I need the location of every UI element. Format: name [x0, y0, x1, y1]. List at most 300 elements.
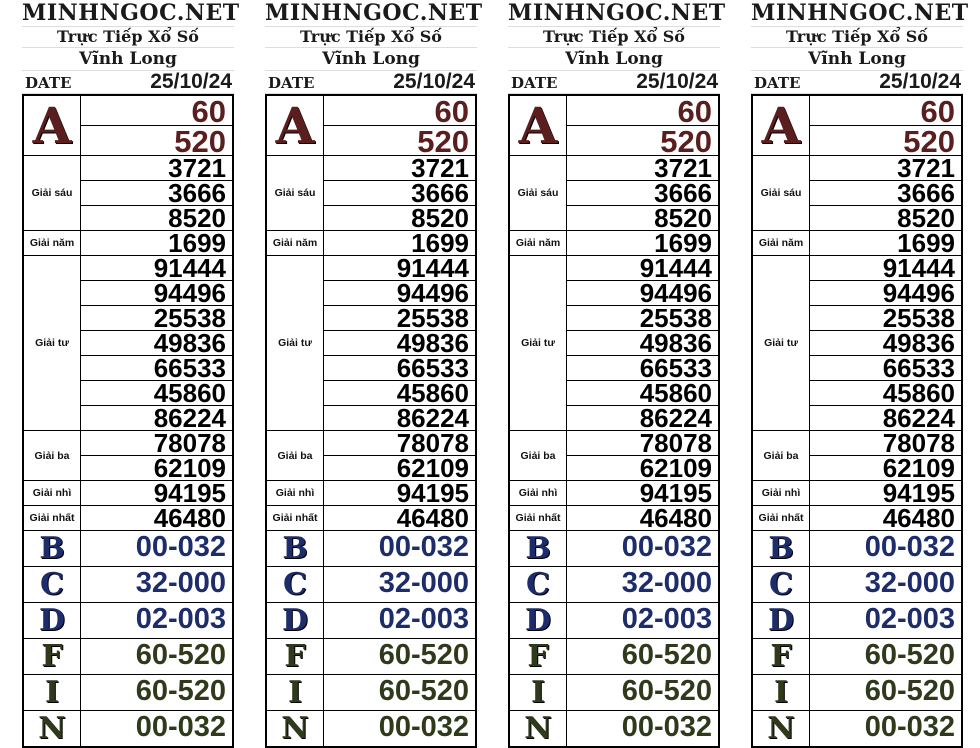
prize-values	[324, 428, 475, 483]
pair-number: 60-520	[864, 639, 955, 671]
pair-value-cell	[810, 675, 961, 710]
date-label: DATE	[268, 74, 315, 92]
pair-value-cell	[567, 711, 718, 746]
prize-number: 94496	[810, 281, 961, 306]
prize-label: Giải sáu	[753, 156, 810, 230]
date-label: DATE	[754, 74, 801, 92]
ticket-subtitle: Trực Tiếp Xổ Số	[265, 26, 477, 47]
prize-number: 62109	[639, 453, 712, 483]
prize-values	[81, 428, 232, 483]
prize-group-row	[510, 253, 718, 433]
lottery-ticket	[508, 0, 726, 746]
prize-number: 3721	[81, 156, 232, 181]
prize-values	[567, 253, 718, 433]
prize-number: 45860	[810, 381, 961, 406]
pair-row	[24, 603, 232, 639]
pair-row	[24, 639, 232, 675]
prize-values	[810, 253, 961, 433]
prize-a-row	[510, 94, 718, 159]
pair-number: 32-000	[621, 567, 712, 599]
pair-letter-cell	[267, 567, 324, 602]
pair-row	[267, 639, 475, 675]
pair-number: 02-003	[378, 603, 469, 635]
prize-number: 25538	[81, 306, 232, 331]
pair-letter-icon: F	[41, 639, 63, 674]
prize-label: Giải sáu	[24, 156, 81, 230]
pair-row	[510, 711, 718, 746]
prize-values	[810, 428, 961, 483]
prize-number: 8520	[897, 203, 955, 233]
prize-a-number: 60	[567, 96, 718, 126]
pair-letter-icon: D	[38, 603, 65, 638]
pair-letter-icon: B	[282, 531, 308, 566]
pair-letter-cell	[753, 531, 810, 566]
prize-number: 25538	[324, 306, 475, 331]
prize-number: 94496	[81, 281, 232, 306]
prize-group-row	[510, 428, 718, 483]
prize-number: 8520	[654, 203, 712, 233]
prize-label: Giải nhất	[267, 506, 324, 530]
prize-group-row	[24, 153, 232, 233]
prize-values	[324, 503, 475, 533]
letter-a-icon: A	[518, 96, 558, 155]
pair-value-cell	[810, 603, 961, 638]
prize-label: Giải nhì	[24, 481, 81, 505]
pair-number: 60-520	[378, 675, 469, 707]
prize-values	[567, 503, 718, 533]
pair-value-cell	[810, 531, 961, 566]
prize-a-row	[753, 94, 961, 159]
prize-a-letter	[267, 96, 324, 155]
prize-label: Giải tư	[24, 256, 81, 430]
pair-letter-cell	[24, 711, 81, 746]
ticket-header	[22, 0, 240, 94]
prize-number: 1699	[411, 228, 469, 258]
pair-letter-cell	[267, 639, 324, 674]
prize-number: 86224	[639, 403, 712, 433]
pair-letter-cell	[267, 531, 324, 566]
prize-number: 91444	[81, 256, 232, 281]
prize-number: 66533	[81, 356, 232, 381]
prize-a-letter	[24, 96, 81, 155]
lottery-ticket	[751, 0, 969, 746]
prize-group-row	[753, 153, 961, 233]
prize-group-row	[267, 428, 475, 483]
prize-number: 46480	[396, 503, 469, 533]
pair-letter-cell	[267, 711, 324, 746]
prize-group-row	[753, 503, 961, 533]
prize-label: Giải tư	[267, 256, 324, 430]
prize-label: Giải năm	[510, 231, 567, 255]
pair-letter-icon: C	[283, 567, 307, 602]
prize-label: Giải nhì	[753, 481, 810, 505]
pair-row	[753, 675, 961, 711]
prize-values	[810, 503, 961, 533]
prize-a-number: 60	[81, 96, 232, 126]
pair-value-cell	[324, 531, 475, 566]
prize-label: Giải nhất	[510, 506, 567, 530]
prize-values	[567, 478, 718, 508]
prize-number: 8520	[168, 203, 226, 233]
prize-number: 91444	[810, 256, 961, 281]
pair-value-cell	[81, 711, 232, 746]
prize-a-number: 60	[324, 96, 475, 126]
prize-number: 25538	[810, 306, 961, 331]
letter-a-icon: A	[275, 96, 315, 155]
pair-letter-cell	[753, 639, 810, 674]
prize-label: Giải nhì	[510, 481, 567, 505]
pair-value-cell	[324, 711, 475, 746]
prize-number: 94195	[639, 478, 712, 508]
prize-number: 78078	[81, 431, 232, 456]
prize-values	[810, 228, 961, 258]
prize-number: 94195	[396, 478, 469, 508]
pair-letter-icon: I	[530, 675, 546, 710]
pair-number: 00-032	[864, 711, 955, 743]
pair-number: 60-520	[135, 639, 226, 671]
date-value: 25/10/24	[393, 70, 475, 93]
prize-a-letter	[753, 96, 810, 155]
pair-row	[753, 531, 961, 567]
pair-value-cell	[567, 603, 718, 638]
pair-letter-cell	[510, 675, 567, 710]
prize-number: 3721	[324, 156, 475, 181]
prize-number: 94496	[324, 281, 475, 306]
prize-number: 1699	[168, 228, 226, 258]
prize-values	[567, 428, 718, 483]
prize-values	[567, 228, 718, 258]
pair-letter-icon: D	[524, 603, 551, 638]
prize-label: Giải ba	[267, 431, 324, 480]
pair-number: 02-003	[864, 603, 955, 635]
prize-values	[81, 153, 232, 233]
site-name: MINHNGOC.NET	[22, 0, 240, 26]
pair-letter-cell	[510, 603, 567, 638]
prize-number: 3666	[81, 181, 232, 206]
prize-a-values	[324, 94, 475, 159]
pair-row	[24, 675, 232, 711]
pair-row	[267, 531, 475, 567]
pair-number: 32-000	[864, 567, 955, 599]
prize-number: 49836	[324, 331, 475, 356]
prize-a-number: 60	[810, 96, 961, 126]
prize-number: 62109	[153, 453, 226, 483]
pair-letter-icon: N	[38, 711, 66, 746]
pair-letter-cell	[510, 639, 567, 674]
prize-values	[810, 478, 961, 508]
pair-value-cell	[810, 567, 961, 602]
prize-number: 91444	[324, 256, 475, 281]
prize-number: 66533	[810, 356, 961, 381]
pair-number: 00-032	[621, 531, 712, 563]
pair-value-cell	[567, 531, 718, 566]
prize-number: 86224	[396, 403, 469, 433]
prize-a-number: 520	[903, 124, 955, 159]
pair-row	[753, 711, 961, 746]
ticket-subtitle: Trực Tiếp Xổ Số	[22, 26, 234, 47]
prize-number: 49836	[81, 331, 232, 356]
prize-a-row	[24, 94, 232, 159]
pair-row	[267, 603, 475, 639]
pair-value-cell	[810, 639, 961, 674]
pair-number: 00-032	[864, 531, 955, 563]
pair-letter-cell	[753, 603, 810, 638]
pair-letter-icon: F	[284, 639, 306, 674]
pair-value-cell	[81, 567, 232, 602]
pair-row	[510, 567, 718, 603]
results-grid	[265, 94, 477, 748]
prize-number: 1699	[654, 228, 712, 258]
prize-group-row	[510, 503, 718, 533]
results-grid	[22, 94, 234, 748]
pair-letter-cell	[753, 567, 810, 602]
prize-a-number: 520	[417, 124, 469, 159]
prize-number: 46480	[639, 503, 712, 533]
prize-number: 1699	[897, 228, 955, 258]
pair-letter-icon: B	[768, 531, 794, 566]
prize-values	[324, 478, 475, 508]
pair-letter-cell	[510, 711, 567, 746]
pair-value-cell	[324, 639, 475, 674]
prize-number: 94496	[567, 281, 718, 306]
prize-group-row	[267, 253, 475, 433]
pair-number: 00-032	[621, 711, 712, 743]
prize-label: Giải năm	[267, 231, 324, 255]
prize-a-values	[567, 94, 718, 159]
pair-value-cell	[324, 567, 475, 602]
prize-number: 3721	[567, 156, 718, 181]
ticket-header	[508, 0, 726, 94]
pair-row	[510, 603, 718, 639]
ticket-subtitle: Trực Tiếp Xổ Số	[751, 26, 963, 47]
pair-letter-icon: N	[281, 711, 309, 746]
prize-number: 94195	[882, 478, 955, 508]
pair-row	[753, 639, 961, 675]
pair-value-cell	[81, 675, 232, 710]
date-row	[265, 70, 477, 93]
pair-row	[753, 567, 961, 603]
prize-number: 3666	[567, 181, 718, 206]
prize-number: 78078	[324, 431, 475, 456]
pair-letter-icon: B	[39, 531, 65, 566]
prize-number: 46480	[153, 503, 226, 533]
ticket-header	[751, 0, 969, 94]
pair-row	[267, 675, 475, 711]
prize-number: 46480	[882, 503, 955, 533]
province-name: Vĩnh Long	[508, 47, 720, 70]
pair-letter-icon: I	[44, 675, 60, 710]
prize-number: 8520	[411, 203, 469, 233]
prize-label: Giải tư	[753, 256, 810, 430]
prize-label: Giải sáu	[267, 156, 324, 230]
pair-letter-cell	[24, 603, 81, 638]
pair-number: 02-003	[135, 603, 226, 635]
province-name: Vĩnh Long	[22, 47, 234, 70]
pair-letter-icon: N	[767, 711, 795, 746]
prize-number: 45860	[324, 381, 475, 406]
date-value: 25/10/24	[879, 70, 961, 93]
prize-label: Giải sáu	[510, 156, 567, 230]
date-row	[508, 70, 720, 93]
prize-label: Giải ba	[753, 431, 810, 480]
pair-row	[510, 531, 718, 567]
letter-a-icon: A	[32, 96, 72, 155]
date-value: 25/10/24	[150, 70, 232, 93]
prize-group-row	[24, 503, 232, 533]
prize-number: 3666	[810, 181, 961, 206]
prize-number: 25538	[567, 306, 718, 331]
prize-values	[324, 228, 475, 258]
prize-label: Giải năm	[753, 231, 810, 255]
prize-number: 94195	[153, 478, 226, 508]
prize-label: Giải nhì	[267, 481, 324, 505]
pair-letter-cell	[510, 531, 567, 566]
prize-a-letter	[510, 96, 567, 155]
prize-values	[324, 253, 475, 433]
prize-number: 66533	[324, 356, 475, 381]
prize-label: Giải năm	[24, 231, 81, 255]
prize-values	[567, 153, 718, 233]
prize-values	[81, 478, 232, 508]
prize-group-row	[753, 428, 961, 483]
prize-group-row	[267, 153, 475, 233]
pair-letter-icon: N	[524, 711, 552, 746]
pair-letter-cell	[24, 531, 81, 566]
date-row	[22, 70, 234, 93]
prize-number: 3666	[324, 181, 475, 206]
prize-number: 62109	[882, 453, 955, 483]
province-name: Vĩnh Long	[751, 47, 963, 70]
pair-value-cell	[324, 603, 475, 638]
pair-value-cell	[324, 675, 475, 710]
prize-values	[81, 253, 232, 433]
pair-letter-icon: C	[40, 567, 64, 602]
pair-number: 00-032	[378, 711, 469, 743]
prize-group-row	[753, 253, 961, 433]
pair-value-cell	[810, 711, 961, 746]
prize-number: 86224	[153, 403, 226, 433]
prize-number: 62109	[396, 453, 469, 483]
pair-value-cell	[81, 531, 232, 566]
pair-number: 02-003	[621, 603, 712, 635]
pair-number: 00-032	[378, 531, 469, 563]
prize-number: 78078	[567, 431, 718, 456]
prize-values	[81, 228, 232, 258]
pair-letter-icon: I	[287, 675, 303, 710]
pair-number: 60-520	[864, 675, 955, 707]
prize-values	[81, 503, 232, 533]
pair-row	[753, 603, 961, 639]
province-name: Vĩnh Long	[265, 47, 477, 70]
prize-a-row	[267, 94, 475, 159]
site-name: MINHNGOC.NET	[508, 0, 726, 26]
pair-letter-cell	[267, 675, 324, 710]
pair-value-cell	[567, 639, 718, 674]
pair-letter-cell	[753, 675, 810, 710]
prize-label: Giải nhất	[24, 506, 81, 530]
pair-value-cell	[81, 603, 232, 638]
pair-number: 60-520	[621, 639, 712, 671]
pair-letter-cell	[24, 675, 81, 710]
prize-group-row	[267, 503, 475, 533]
results-grid	[751, 94, 963, 748]
prize-a-values	[81, 94, 232, 159]
prize-a-values	[810, 94, 961, 159]
prize-number: 91444	[567, 256, 718, 281]
site-name: MINHNGOC.NET	[265, 0, 483, 26]
pair-letter-icon: C	[526, 567, 550, 602]
ticket-header	[265, 0, 483, 94]
prize-values	[810, 153, 961, 233]
pair-value-cell	[81, 639, 232, 674]
pair-number: 00-032	[135, 711, 226, 743]
pair-number: 32-000	[135, 567, 226, 599]
pair-value-cell	[567, 675, 718, 710]
pair-letter-icon: D	[767, 603, 794, 638]
pair-number: 00-032	[135, 531, 226, 563]
pair-letter-cell	[24, 639, 81, 674]
prize-number: 45860	[81, 381, 232, 406]
pair-number: 32-000	[378, 567, 469, 599]
ticket-subtitle: Trực Tiếp Xổ Số	[508, 26, 720, 47]
prize-group-row	[24, 428, 232, 483]
pair-letter-icon: F	[770, 639, 792, 674]
pair-number: 60-520	[135, 675, 226, 707]
prize-number: 66533	[567, 356, 718, 381]
prize-label: Giải ba	[24, 431, 81, 480]
pair-letter-cell	[24, 567, 81, 602]
pair-letter-icon: F	[527, 639, 549, 674]
prize-number: 49836	[810, 331, 961, 356]
prize-label: Giải nhất	[753, 506, 810, 530]
prize-group-row	[510, 153, 718, 233]
prize-a-number: 520	[174, 124, 226, 159]
prize-values	[324, 153, 475, 233]
date-label: DATE	[511, 74, 558, 92]
pair-row	[510, 675, 718, 711]
prize-number: 78078	[810, 431, 961, 456]
pair-row	[510, 639, 718, 675]
date-value: 25/10/24	[636, 70, 718, 93]
pair-letter-icon: C	[769, 567, 793, 602]
pair-letter-cell	[510, 567, 567, 602]
pair-row	[24, 567, 232, 603]
letter-a-icon: A	[761, 96, 801, 155]
results-grid	[508, 94, 720, 748]
pair-row	[267, 711, 475, 746]
prize-number: 3721	[810, 156, 961, 181]
pair-letter-icon: B	[525, 531, 551, 566]
pair-letter-icon: D	[281, 603, 308, 638]
pair-number: 60-520	[378, 639, 469, 671]
date-row	[751, 70, 963, 93]
prize-a-number: 520	[660, 124, 712, 159]
site-name: MINHNGOC.NET	[751, 0, 969, 26]
prize-label: Giải tư	[510, 256, 567, 430]
pair-letter-cell	[753, 711, 810, 746]
prize-number: 45860	[567, 381, 718, 406]
date-label: DATE	[25, 74, 72, 92]
pair-row	[24, 711, 232, 746]
prize-number: 86224	[882, 403, 955, 433]
pair-letter-cell	[267, 603, 324, 638]
pair-value-cell	[567, 567, 718, 602]
lottery-ticket	[265, 0, 483, 746]
prize-label: Giải ba	[510, 431, 567, 480]
prize-group-row	[24, 253, 232, 433]
pair-row	[267, 567, 475, 603]
pair-row	[24, 531, 232, 567]
